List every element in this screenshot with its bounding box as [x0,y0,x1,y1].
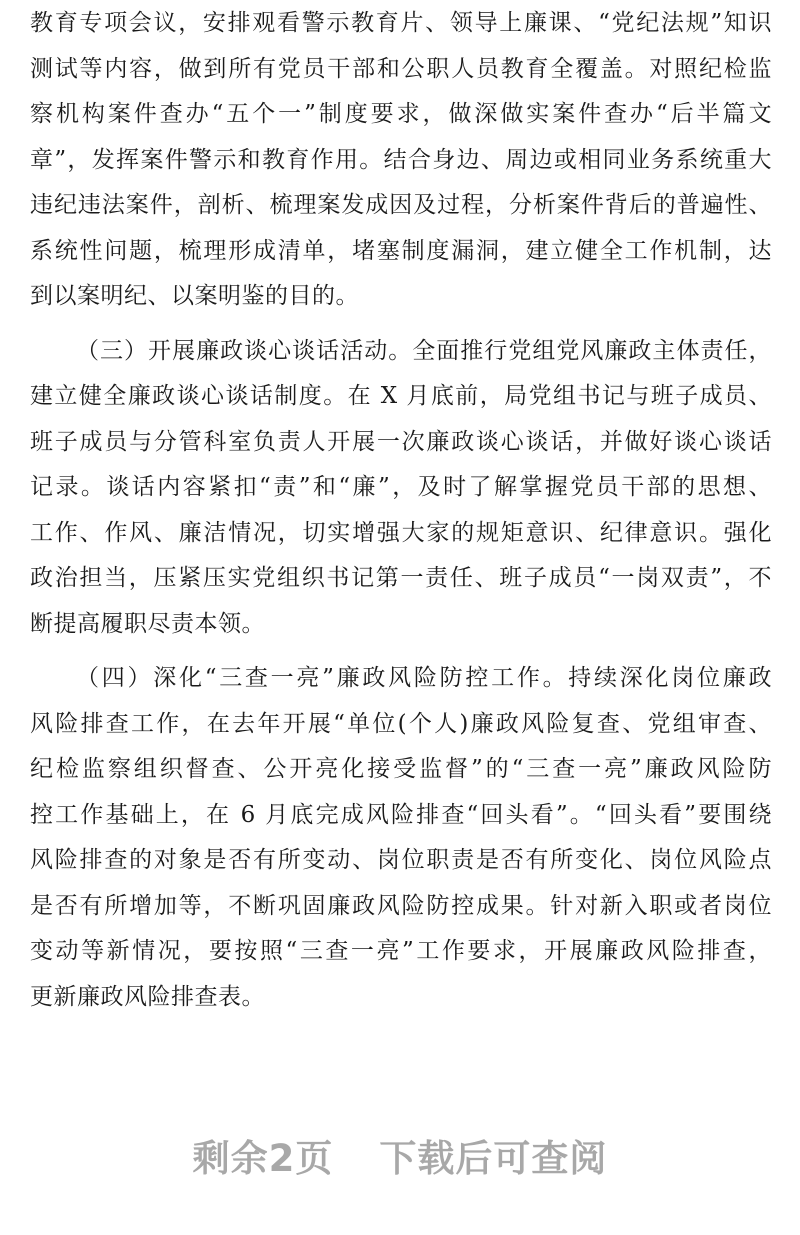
text-line: 纪检监察组织督查、公开亮化接受监督”的“三查一亮”廉政风险防 [30,756,772,782]
text-line: 班子成员与分管科室负责人开展一次廉政谈心谈话，并做好谈心谈话 [30,428,772,455]
section-heading-line: （三）开展廉政谈心谈话活动。全面推行党组党风廉政主体责任， [76,337,772,364]
paragraph-integrity-talks [30,329,772,648]
text-line: 工作、作风、廉洁情况，切实增强大家的规矩意识、纪律意识。强化 [30,519,772,546]
text-line: 系统性问题，梳理形成清单，堵塞制度漏洞，建立健全工作机制，达 [30,237,772,264]
text-line: 风险排查的对象是否有所变动、岗位职责是否有所变化、岗位风险点 [30,847,772,873]
text-line: 断提高履职尽责本领。 [30,610,265,637]
paragraph-risk-control [30,656,772,1020]
download-banner[interactable] [0,1128,800,1182]
paragraph-case-investigation [30,1,772,320]
section-heading-line: （四）深化“三查一亮”廉政风险防控工作。持续深化岗位廉政 [76,665,772,691]
text-line: 记录。谈话内容紧扣“责”和“廉”，及时了解掌握党员干部的思想、 [30,474,772,500]
text-line: 建立健全廉政谈心谈话制度。在 X 月底前，局党组书记与班子成员、 [30,383,772,409]
text-line: 政治担当，压紧压实党组织书记第一责任、班子成员“一岗双责”，不 [30,565,772,591]
text-line: 教育专项会议，安排观看警示教育片、领导上廉课、“党纪法规”知识 [30,10,772,36]
text-line: 变动等新情况，要按照“三查一亮”工作要求，开展廉政风险排查， [30,938,772,964]
text-line: 是否有所增加等，不断巩固廉政风险防控成果。针对新入职或者岗位 [30,892,772,919]
text-line: 违纪违法案件，剖析、梳理案发成因及过程，分析案件背后的普遍性、 [30,192,772,218]
text-line: 更新廉政风险排查表。 [30,983,265,1010]
text-line: 章”，发挥案件警示和教育作用。结合身边、周边或相同业务系统重大 [30,146,772,173]
text-line: 察机构案件查办“五个一”制度要求，做深做实案件查办“后半篇文 [30,101,772,127]
text-line: 到以案明纪、以案明鉴的目的。 [30,283,359,309]
text-line: 风险排查工作，在去年开展“单位(个人)廉政风险复查、党组审查、 [30,710,772,737]
text-line: 控工作基础上，在 6 月底完成风险排查“回头看”。“回头看”要围绕 [30,801,772,828]
document-body [30,0,772,1020]
remaining-pages-label: 剩余2页 [192,1137,334,1180]
download-to-view-label[interactable]: 下载后可查阅 [379,1137,608,1180]
text-line: 测试等内容，做到所有党员干部和公职人员教育全覆盖。对照纪检监 [30,55,772,82]
